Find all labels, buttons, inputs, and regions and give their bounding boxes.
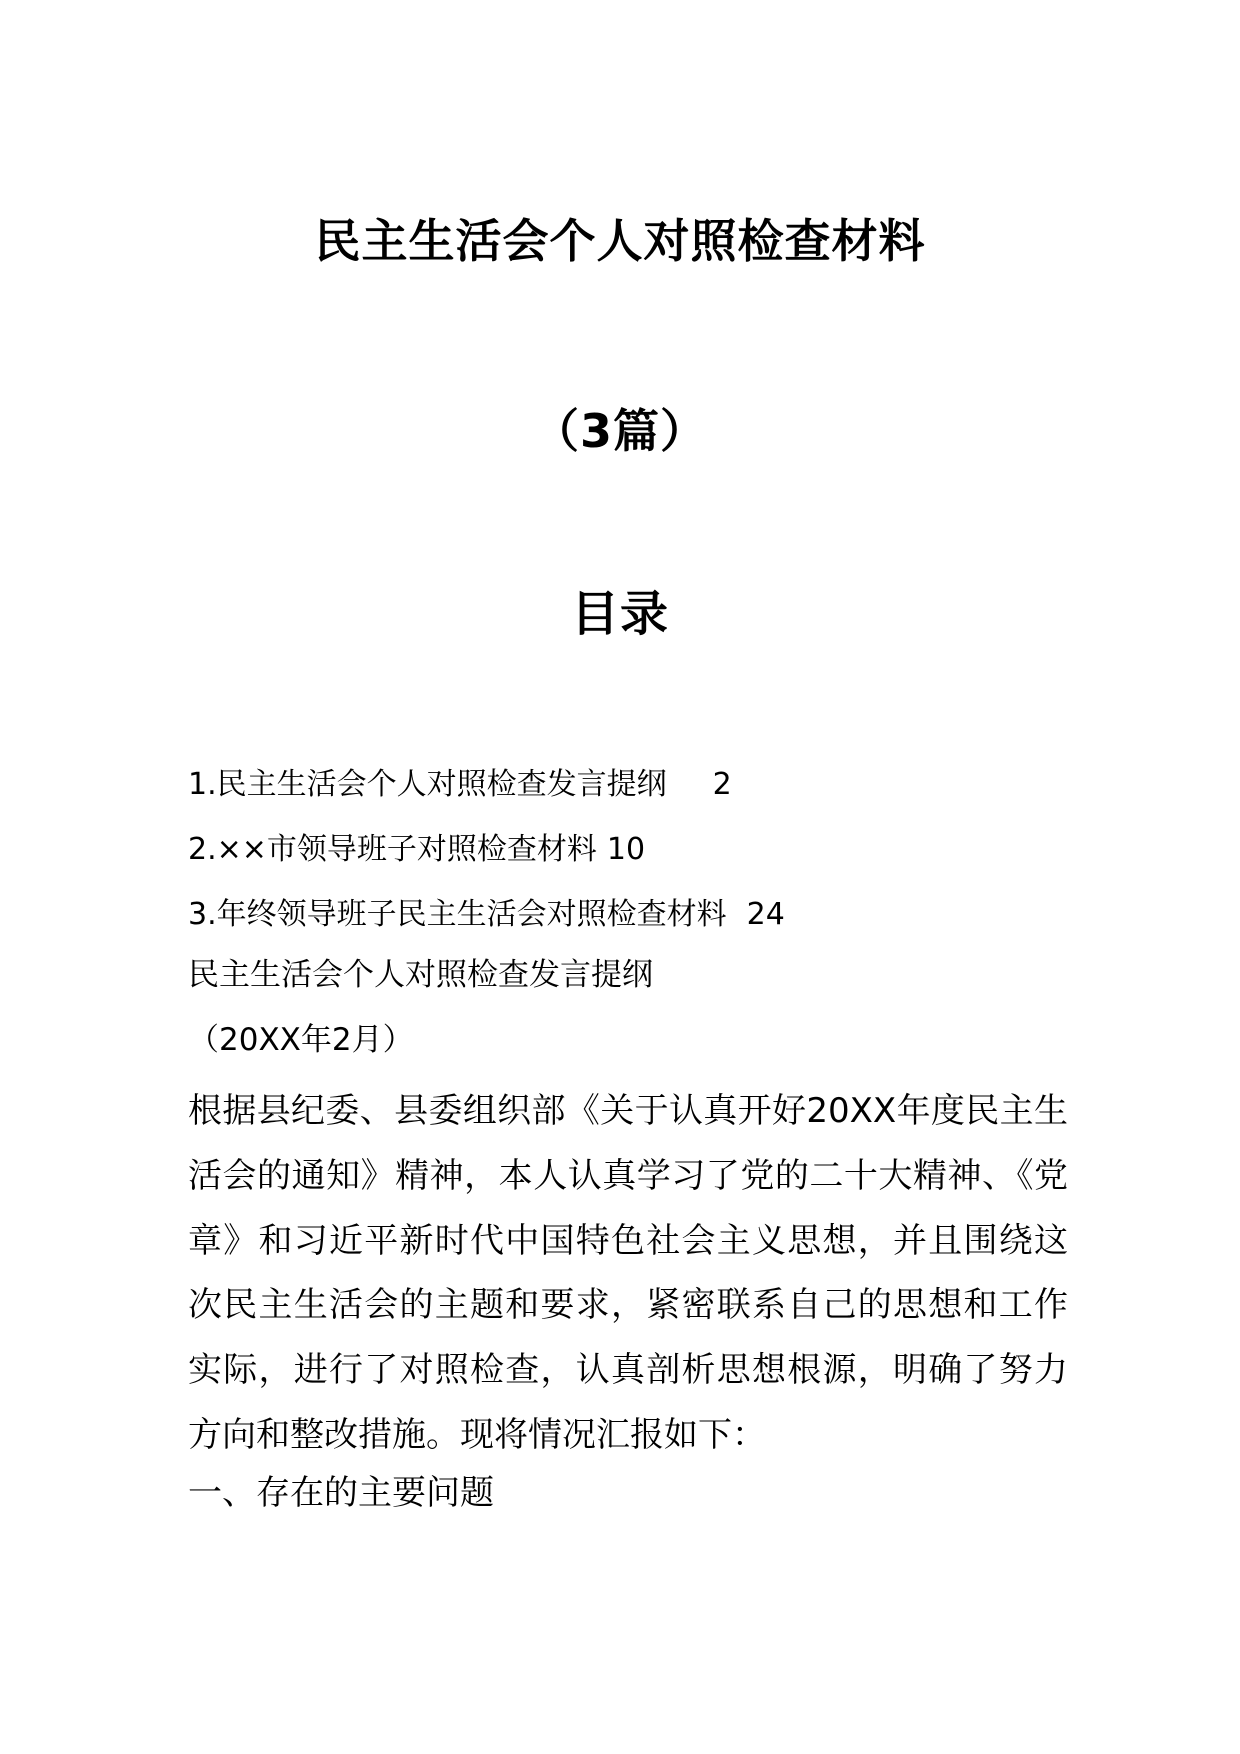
toc-item[interactable] bbox=[188, 890, 1088, 955]
intro-paragraph: 根据县纪委、县委组织部《关于认真开好20XX年度民主生活会的通知》精神，本人认真学习了党的二十大精神、《党章》和习近平新时代中国特色社会主义思想，并且围绕这次民主生活会的主题和要求，紧密联系自己的思想和工作实际，进行了对照检查，认真剖析思想根源，明确了努力方向和整改措施。现将情况汇报如下： bbox=[188, 1091, 1068, 1455]
section-heading: 一、存在的主要问题 bbox=[188, 1472, 494, 1513]
toc-item-label: 3.年终领导班子民主生活会对照检查材料 bbox=[188, 897, 727, 932]
table-of-contents bbox=[188, 760, 1088, 955]
section-title: 民主生活会个人对照检查发言提纲 bbox=[188, 957, 653, 993]
document-count-label: （3篇） bbox=[532, 404, 707, 458]
toc-item-page: 24 bbox=[746, 897, 785, 932]
toc-item-label: 2.××市领导班子对照检查材料 bbox=[188, 832, 597, 867]
document-title: 民主生活会个人对照检查材料 bbox=[314, 214, 926, 268]
toc-item-label: 1.民主生活会个人对照检查发言提纲 bbox=[188, 767, 667, 802]
toc-item-page: 10 bbox=[606, 832, 646, 867]
toc-item[interactable] bbox=[188, 825, 1088, 890]
toc-item[interactable] bbox=[188, 760, 1088, 825]
toc-item-page: 2 bbox=[712, 767, 732, 802]
date-line: （20XX年2月） bbox=[188, 1021, 414, 1058]
toc-heading: 目录 bbox=[570, 586, 669, 642]
document-body bbox=[188, 950, 1068, 1532]
